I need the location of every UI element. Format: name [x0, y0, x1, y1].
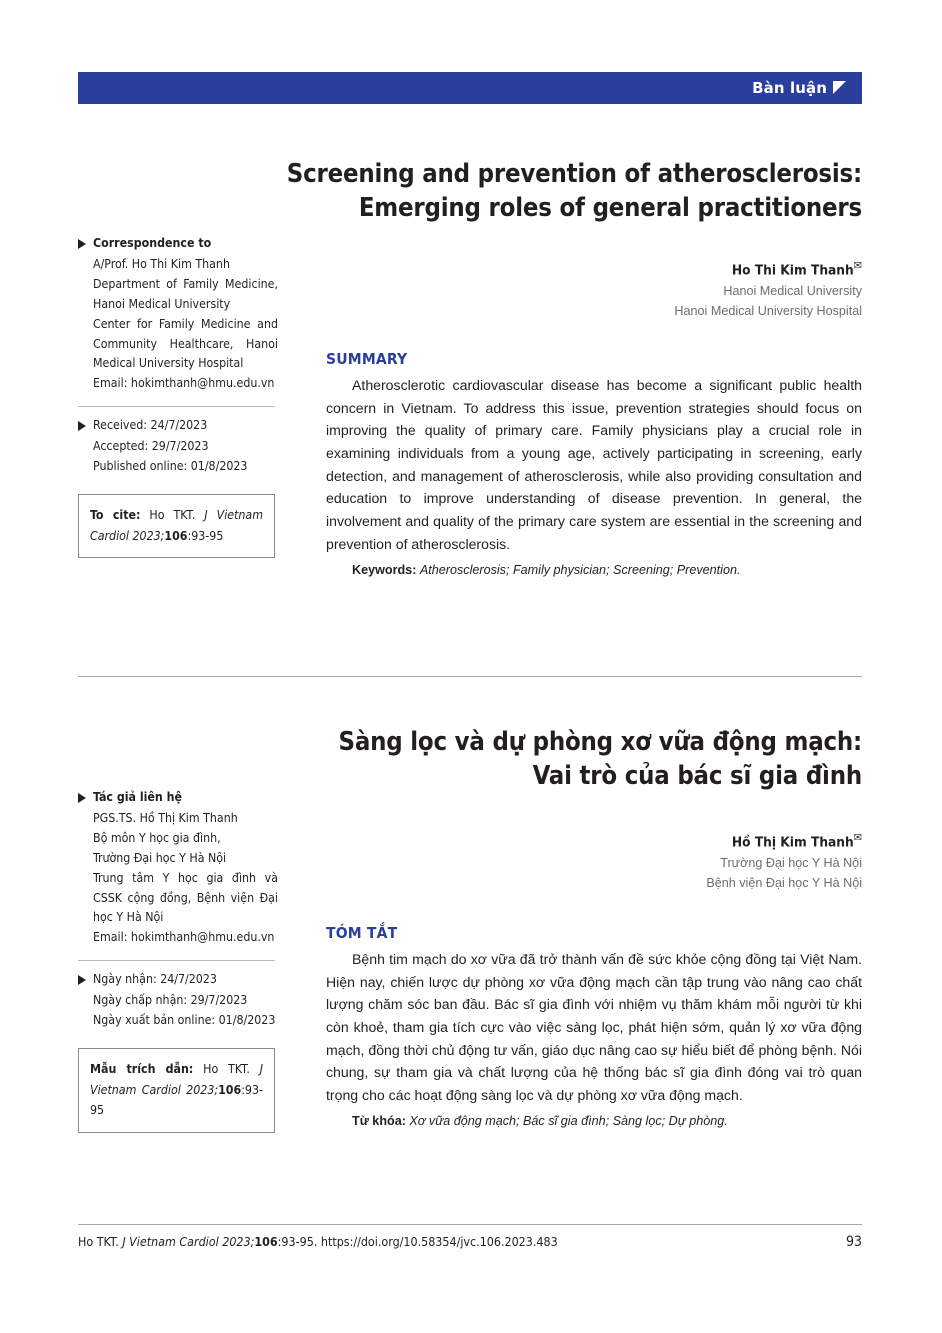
footer-year: 2023; — [222, 1234, 255, 1249]
byline-vietnamese — [326, 832, 862, 894]
received-date-english: Received: 24/7/2023 — [93, 418, 208, 433]
page-title-english — [286, 158, 862, 226]
cite-journal-english: J Vietnam Cardiol — [90, 507, 263, 543]
correspondence-block-english — [78, 234, 278, 394]
sidebar-english — [78, 234, 278, 558]
correspondence-block-vietnamese — [78, 788, 278, 948]
envelope-icon: ✉ — [853, 259, 862, 272]
abstract-heading-english: SUMMARY — [326, 350, 408, 368]
correspondence-line: Bộ môn Y học gia đình, — [93, 830, 221, 845]
accepted-date-english: Accepted: 29/7/2023 — [93, 439, 209, 454]
author-name-text: Ho Thi Kim Thanh — [731, 262, 854, 279]
section-label: Bàn luận — [752, 79, 827, 97]
title-line-1: Sàng lọc và dự phòng xơ vữa động mạch: — [338, 727, 862, 757]
page-title-vietnamese — [300, 726, 862, 794]
keywords-label-vietnamese: Từ khóa: — [352, 1113, 406, 1128]
affiliation-2-vietnamese: Bệnh viện Đại học Y Hà Nội — [706, 876, 862, 891]
correspondence-heading-text: Tác giả liên hệ — [93, 790, 183, 804]
cite-label-vietnamese: Mẫu trích dẫn: — [90, 1061, 194, 1076]
correspondence-line: Trường Đại học Y Hà Nội — [93, 850, 227, 865]
correspondence-line: Center for Family Medicine and Community Healthcare, Hanoi Medical University Hospital — [93, 316, 278, 371]
author-name-vietnamese — [326, 832, 862, 853]
abstract-english — [326, 350, 862, 580]
abstract-body-vietnamese: Bệnh tim mạch do xơ vữa đã trở thành vấn đề sức khỏe cộng đồng tại Việt Nam. Hiện nay, chiến lược dự phòng xơ vữa động mạch cần tập trung vào nâng cao chất lượng chăm sóc ban đầu. Bác sĩ gia đình với nhiệm vụ thăm khám mỗi người từ khi còn khoẻ, tham gia tích cực vào việc sàng lọc, phát hiện sớm, quản lý xơ vữa động mạch, đồng thời chủ động tư vấn, giáo dục nâng cao sự hiểu biết để phòng bệnh. Nói chung, sự tham gia và chất lượng của hệ thống bác sĩ gia đình đóng vai trò quan trọng cho các hoạt động sàng lọc và dự phòng xơ vữa động mạch. — [326, 951, 862, 1104]
cite-volume-english: 106 — [164, 528, 188, 543]
affiliation-1-vietnamese: Trường Đại học Y Hà Nội — [720, 855, 862, 870]
received-row-vietnamese — [78, 970, 278, 990]
page-footer — [78, 1234, 862, 1250]
published-date-vietnamese: Ngày xuất bản online: 01/8/2023 — [93, 1013, 276, 1028]
triangle-bullet-icon — [78, 421, 86, 431]
affiliation-1-english: Hanoi Medical University — [723, 283, 862, 298]
footer-volume: 106 — [254, 1234, 278, 1249]
correspondence-line: Trung tâm Y học gia đình và CSSK cộng đồng, Bệnh viện Đại học Y Hà Nội — [93, 870, 278, 925]
dates-block-vietnamese — [78, 970, 278, 1031]
keywords-value-english: Atherosclerosis; Family physician; Screening; Prevention. — [419, 562, 741, 577]
received-row-english — [78, 416, 278, 436]
affiliation-2-english: Hanoi Medical University Hospital — [674, 304, 862, 319]
byline-english — [326, 260, 862, 322]
author-name-text: Hồ Thị Kim Thanh — [731, 834, 854, 851]
abstract-vietnamese — [326, 924, 862, 1131]
keywords-vietnamese — [326, 1111, 862, 1131]
citation-box-vietnamese — [78, 1048, 275, 1133]
citation-box-english — [78, 494, 275, 558]
title-line-2: Emerging roles of general practitioners — [358, 192, 862, 223]
correspondence-heading-english — [78, 234, 278, 254]
cite-label-english: To cite: — [90, 507, 141, 522]
correspondence-line: PGS.TS. Hồ Thị Kim Thanh — [93, 810, 238, 825]
sidebar-vietnamese — [78, 788, 278, 1133]
title-line-2: Vai trò của bác sĩ gia đình — [532, 760, 862, 791]
cite-pages-english: :93-95 — [187, 528, 224, 543]
received-date-vietnamese: Ngày nhận: 24/7/2023 — [93, 972, 217, 987]
correspondence-email-vietnamese[interactable]: Email: hokimthanh@hmu.edu.vn — [93, 930, 275, 945]
section-header-bar — [78, 72, 862, 104]
keywords-english — [326, 560, 862, 580]
section-divider — [78, 676, 862, 677]
accepted-date-vietnamese: Ngày chấp nhận: 29/7/2023 — [93, 993, 248, 1008]
abstract-body-english: Atherosclerotic cardiovascular disease has become a significant public health concern in Vietnam. To address this issue, prevention strategies should focus on improving the quality of primary care. Family physicians play a crucial role in examining individuals from a young age, actively participating in screening, early detection, and management of atherosclerosis, while also providing consultation and education to improve understanding of disease prevention. In general, the involvement and quality of the primary care system are essential in the screening and prevention of atherosclerosis. — [326, 377, 862, 552]
cite-author-english: Ho TKT. — [149, 507, 196, 522]
abstract-heading-vietnamese: TÓM TẮT — [326, 924, 398, 942]
correspondence-line: A/Prof. Ho Thi Kim Thanh — [93, 256, 230, 271]
cite-year-vietnamese: 2023; — [186, 1082, 219, 1097]
footer-divider — [78, 1224, 862, 1225]
footer-doi-link[interactable]: https://doi.org/10.58354/jvc.106.2023.483 — [320, 1234, 558, 1249]
correspondence-heading-text: Correspondence to — [93, 236, 212, 250]
published-date-english: Published online: 01/8/2023 — [93, 459, 248, 474]
cite-author-vietnamese: Ho TKT. — [203, 1061, 250, 1076]
cite-year-english: 2023; — [132, 528, 165, 543]
triangle-bullet-icon — [78, 975, 86, 985]
envelope-icon: ✉ — [853, 831, 862, 844]
sidebar-divider — [78, 406, 275, 407]
correspondence-email-english[interactable]: Email: hokimthanh@hmu.edu.vn — [93, 376, 275, 391]
cite-journal-vietnamese: J Vietnam Cardiol — [90, 1061, 264, 1097]
triangle-bullet-icon — [78, 793, 86, 803]
footer-author: Ho TKT. — [78, 1234, 119, 1249]
sidebar-divider — [78, 960, 275, 961]
correspondence-line: Department of Family Medicine, Hanoi Medical University — [93, 276, 278, 311]
triangle-bullet-icon — [78, 239, 86, 249]
page-number: 93 — [845, 1234, 862, 1250]
author-name-english — [326, 260, 862, 281]
footer-journal: J Vietnam Cardiol — [122, 1234, 219, 1249]
correspondence-heading-vietnamese — [78, 788, 278, 808]
title-line-1: Screening and prevention of atherosclerosis: — [286, 159, 862, 189]
footer-citation — [78, 1234, 558, 1249]
cite-pages-vietnamese: :93-95 — [90, 1082, 263, 1118]
triangle-flag-icon — [833, 81, 846, 94]
cite-volume-vietnamese: 106 — [218, 1082, 242, 1097]
dates-block-english — [78, 416, 278, 477]
footer-pages: :93-95. — [277, 1234, 318, 1249]
keywords-label-english: Keywords: — [352, 562, 417, 577]
keywords-value-vietnamese: Xơ vữa động mạch; Bác sĩ gia đình; Sàng lọc; Dự phòng. — [409, 1113, 728, 1128]
